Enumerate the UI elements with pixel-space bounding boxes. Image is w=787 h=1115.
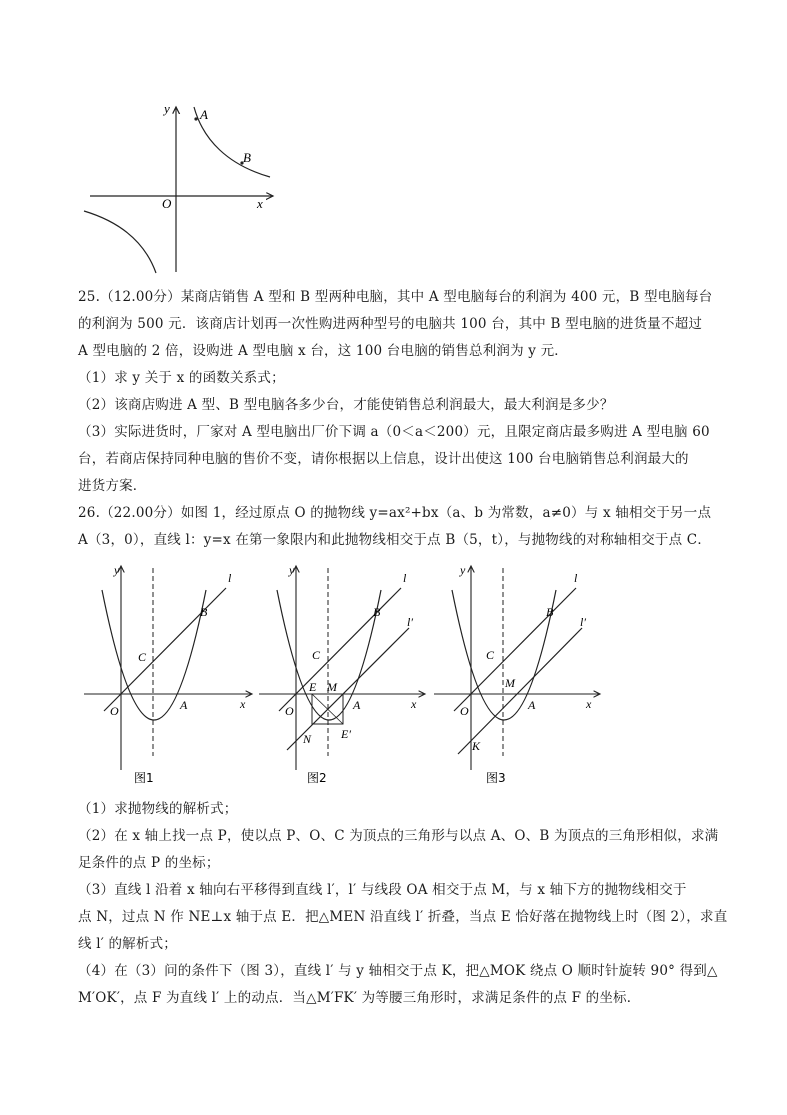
label-k: K xyxy=(472,739,481,753)
label-o: O xyxy=(460,704,469,718)
q26-part-line: 线 l′ 的解析式； xyxy=(78,936,177,952)
label-b: B xyxy=(373,605,381,619)
q26-line: A（3，0），直线 l：y=x 在第一象限内和此抛物线相交于点 B（5，t），与抛物线的对称轴相交于点 C． xyxy=(78,532,712,548)
caption-fig3: 图3 xyxy=(486,771,506,785)
q26-part-line: 足条件的点 P 的坐标； xyxy=(78,855,220,871)
label-e: E xyxy=(309,680,317,694)
q26-part-line: （4）在（3）问的条件下（图 3），直线 l′ 与 y 轴相交于点 K，把△MOK 绕点 O 顺时针旋转 90° 得到△ xyxy=(78,963,718,979)
q25-line: 进货方案． xyxy=(78,478,147,494)
label-a: A xyxy=(180,698,188,712)
label-b: B xyxy=(546,605,554,619)
label-c: C xyxy=(138,650,147,664)
q26-part-line: （2）在 x 轴上找一点 P，使以点 P、O、C 为顶点的三角形与以点 A、O、B 为顶点的三角形相似，求满 xyxy=(78,828,719,844)
q25-line: （3）实际进货时，厂家对 A 型电脑出厂价下调 a（0＜a＜200）元，且限定商店最多购进 A 型电脑 60 xyxy=(78,424,710,440)
hyperbola-branch-2 xyxy=(84,211,156,273)
label-e-prime: E′ xyxy=(341,727,351,741)
q26-part-line: M′OK′，点 F 为直线 l′ 上的动点．当△M′FK′ 为等腰三角形时，求满足条件的点 F 的坐标． xyxy=(78,990,641,1006)
label-m: M xyxy=(505,676,515,690)
label-y: y xyxy=(114,563,120,577)
caption-fig2: 图2 xyxy=(307,771,327,785)
label-l: l xyxy=(228,571,232,585)
label-b: B xyxy=(200,605,208,619)
parabola xyxy=(277,590,381,720)
label-l-prime: l′ xyxy=(407,615,413,629)
figure-1 xyxy=(80,560,255,790)
label-c: C xyxy=(486,648,495,662)
line-l xyxy=(279,588,401,711)
q26-part-line: （3）直线 l 沿着 x 轴向右平移得到直线 l′，l′ 与线段 OA 相交于点 M，与 x 轴下方的抛物线相交于 xyxy=(78,882,687,898)
label-l-prime: l′ xyxy=(580,615,586,629)
label-a: A xyxy=(528,698,536,712)
label-b: B xyxy=(243,150,251,165)
q26-part-line: （1）求抛物线的解析式； xyxy=(78,801,238,817)
caption-fig1: 图1 xyxy=(134,771,154,785)
label-x: x xyxy=(411,697,417,711)
q25-line: A 型电脑的 2 倍，设购进 A 型电脑 x 台，这 100 台电脑的销售总利润为 y 元． xyxy=(78,343,568,359)
label-o: O xyxy=(162,196,172,211)
label-x: x xyxy=(257,196,263,211)
label-y: y xyxy=(460,563,466,577)
label-y: y xyxy=(289,563,295,577)
label-m: M xyxy=(327,680,337,694)
line-l-prime xyxy=(458,628,582,754)
label-o: O xyxy=(285,704,294,718)
figure-3 xyxy=(430,560,605,790)
label-x: x xyxy=(586,697,592,711)
label-x: x xyxy=(240,697,246,711)
label-c: C xyxy=(312,648,321,662)
parabola xyxy=(452,590,556,720)
q25-line: （1）求 y 关于 x 的函数关系式； xyxy=(78,370,285,386)
label-l: l xyxy=(574,571,578,585)
label-a: A xyxy=(353,698,361,712)
figure-2 xyxy=(255,560,430,790)
label-n: N xyxy=(303,732,312,746)
label-y: y xyxy=(164,101,170,116)
line-l xyxy=(104,588,226,711)
q25-line: 25.（12.00分）某商店销售 A 型和 B 型两种电脑，其中 A 型电脑每台的利润为 400 元，B 型电脑每台 xyxy=(78,289,713,305)
q25-line: （2）该商店购进 A 型、B 型电脑各多少台，才能使销售总利润最大，最大利润是多少？ xyxy=(78,397,614,413)
point-a xyxy=(194,117,197,120)
label-o: O xyxy=(110,704,119,718)
parabola xyxy=(102,590,206,720)
label-l: l xyxy=(403,571,407,585)
q26-part-line: 点 N，过点 N 作 NE⊥x 轴于点 E．把△MEN 沿直线 l′ 折叠，当点 E 恰好落在抛物线上时（图 2），求直 xyxy=(78,909,728,925)
line-l xyxy=(454,588,576,711)
q26-line: 26.（22.00分）如图 1，经过原点 O 的抛物线 y=ax²+bx（a、b 为常数，a≠0）与 x 轴相交于另一点 xyxy=(78,505,712,521)
q25-line: 台，若商店保持同种电脑的售价不变，请你根据以上信息，设计出使这 100 台电脑销售总利润最大的 xyxy=(78,451,689,467)
q25-line: 的利润为 500 元．该商店计划再一次性购进两种型号的电脑共 100 台，其中 B 型电脑的进货量不超过 xyxy=(78,316,703,332)
hyperbola-figure xyxy=(78,95,288,280)
label-a: A xyxy=(200,107,208,122)
